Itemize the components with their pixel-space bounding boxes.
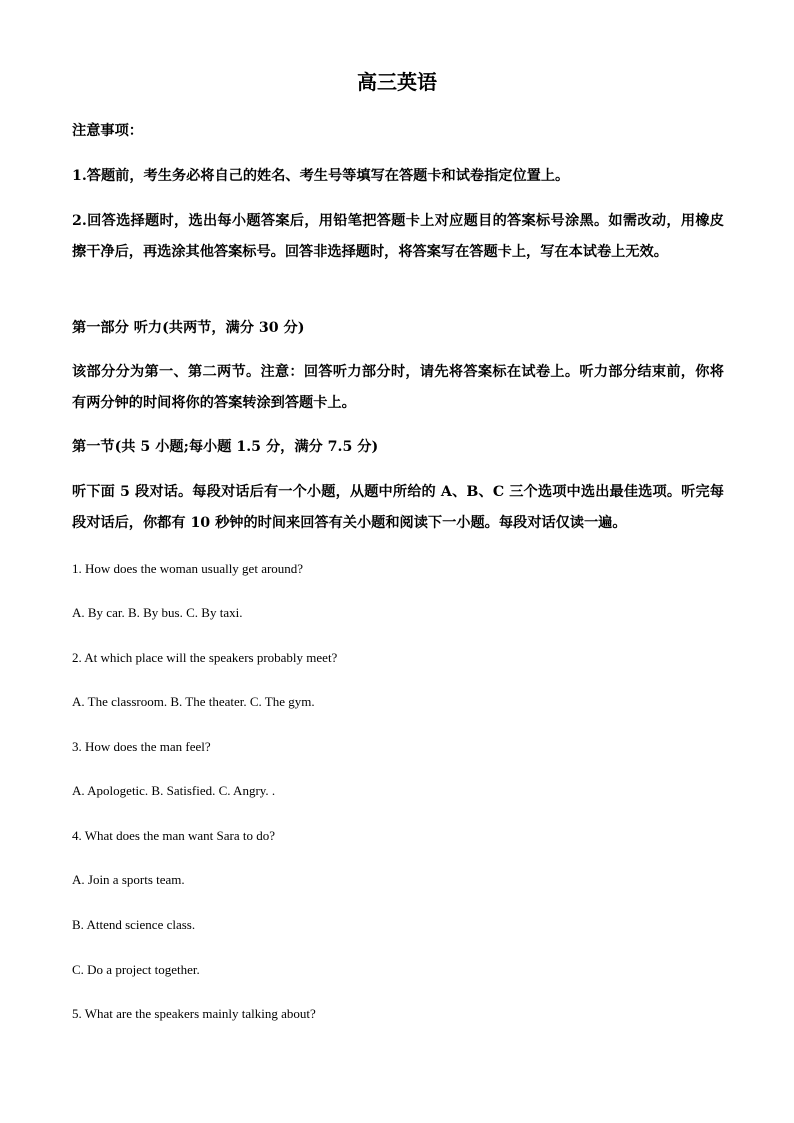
question-1: 1. How does the woman usually get around? — [72, 561, 304, 576]
question-5: 5. What are the speakers mainly talking about? — [72, 1006, 316, 1021]
section1-heading: 第一节(共 5 小题;每小题 1.5 分，满分 7.5 分) — [72, 439, 379, 455]
section1-directions: 听下面 5 段对话。每段对话后有一个小题，从题中所给的 A、B、C 三个选项中选出最佳选项。听完每段对话后，你都有 10 秒钟的时间来回答有关小题和阅读下一小题。每段对话仅读一遍。 — [72, 484, 724, 531]
question-2: 2. At which place will the speakers probably meet? — [72, 650, 338, 665]
question-1-options: A. By car. B. By bus. C. By taxi. — [72, 605, 243, 620]
part1-heading: 第一部分 听力(共两节，满分 30 分) — [72, 320, 305, 336]
notes-item-1: 1.答题前，考生务必将自己的姓名、考生号等填写在答题卡和试卷指定位置上。 — [72, 168, 570, 184]
question-3: 3. How does the man feel? — [72, 739, 211, 754]
question-2-options: A. The classroom. B. The theater. C. The gym. — [72, 694, 315, 709]
question-4-option-c: C. Do a project together. — [72, 962, 200, 977]
question-4-option-b: B. Attend science class. — [72, 917, 196, 932]
part1-intro: 该部分分为第一、第二两节。注意：回答听力部分时，请先将答案标在试卷上。听力部分结束前，你将有两分钟的时间将你的答案转涂到答题卡上。 — [72, 364, 724, 411]
exam-page — [72, 0, 722, 1123]
notes-heading: 注意事项： — [72, 123, 143, 139]
question-3-options: A. Apologetic. B. Satisfied. C. Angry. . — [72, 783, 276, 798]
question-4-option-a: A. Join a sports team. — [72, 872, 185, 887]
page-title: 高三英语 — [357, 70, 437, 94]
notes-item-2: 2.回答选择题时，选出每小题答案后，用铅笔把答题卡上对应题目的答案标号涂黑。如需改动，用橡皮擦干净后，再选涂其他答案标号。回答非选择题时，将答案写在答题卡上，写在本试卷上无效。 — [72, 213, 724, 260]
question-4: 4. What does the man want Sara to do? — [72, 828, 276, 843]
